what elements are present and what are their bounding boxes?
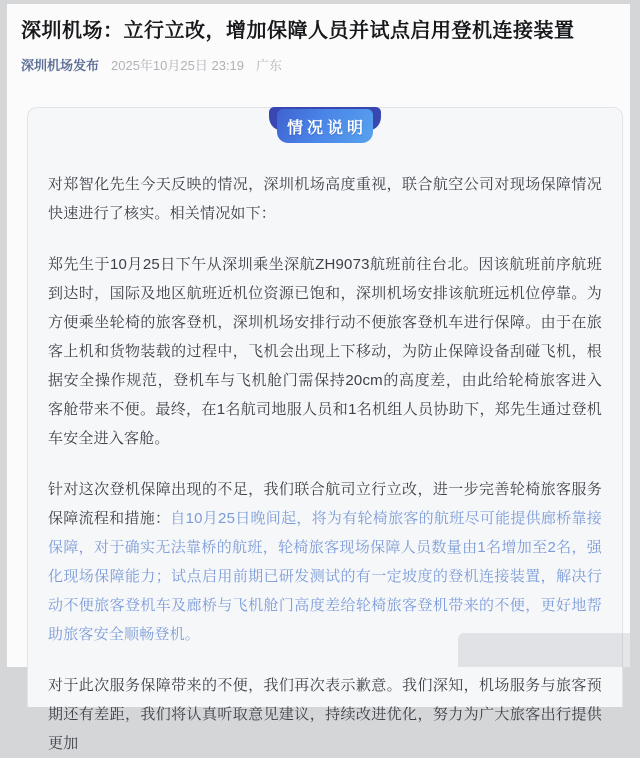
- publish-timestamp: 2025年10月25日 23:19: [111, 58, 244, 73]
- publish-region: 广东: [256, 58, 283, 73]
- paragraph-apology: 对于此次服务保障带来的不便，我们再次表示歉意。我们深知，机场服务与旅客预期还有差距，我们将认真听取意见建议，持续改进优化，努力为广大旅客出行提供更加: [48, 677, 602, 752]
- banner-label: 情况说明: [277, 109, 373, 143]
- byline: [21, 55, 616, 74]
- paragraph-incident: 郑先生于10月25日下午从深圳乘坐深航ZH9073航班前往台北。因该航班前序航班到达时，国际及地区航班近机位资源已饱和，深圳机场安排该航班远机位停靠。为方便乘坐轮椅的旅客登机，深圳机场安排行动不便旅客登机车进行保障。由于在旅客上机和货物装载的过程中，飞机会出现上下移动，为防止保障设备刮碰飞机，根据安全操作规范，登机车与飞机舱门需保持20cm的高度差，由此给轮椅旅客进入客舱带来不便。最终，在1名航司地服人员和1名机组人员协助下，郑先生通过登机车安全进入客舱。: [48, 256, 602, 447]
- article-page: [7, 4, 630, 752]
- page-title: 深圳机场：立行立改，增加保障人员并试点启用登机连接装置: [21, 20, 575, 42]
- measures-highlight-text: 自10月25日晚间起，将为有轮椅旅客的航班尽可能提供廊桥靠接保障，对于确实无法靠桥的航班，轮椅旅客现场保障人员数量由1名增加至2名，强化现场保障能力；试点启用前期已研发测试的有一定坡度的登机连接装置，解决行动不便旅客登机车及廊桥与飞机舱门高度差给轮椅旅客登机带来的不便，更好地帮助旅客安全顺畅登机。: [48, 510, 602, 643]
- notice-body: [48, 170, 602, 752]
- paragraph-measures: [48, 475, 602, 649]
- paragraph-intro: 对郑智化先生今天反映的情况，深圳机场高度重视，联合航空公司对现场保障情况快速进行了核实。相关情况如下：: [48, 176, 602, 222]
- measures-intro-text: 针对这次登机保障出现的不足，我们联合航司立行立改，进一步完善轮椅旅客服务保障流程和措施：: [48, 481, 602, 527]
- source-account-link[interactable]: 深圳机场发布: [21, 58, 100, 73]
- notice-card: [27, 107, 623, 752]
- status-banner: [269, 107, 381, 143]
